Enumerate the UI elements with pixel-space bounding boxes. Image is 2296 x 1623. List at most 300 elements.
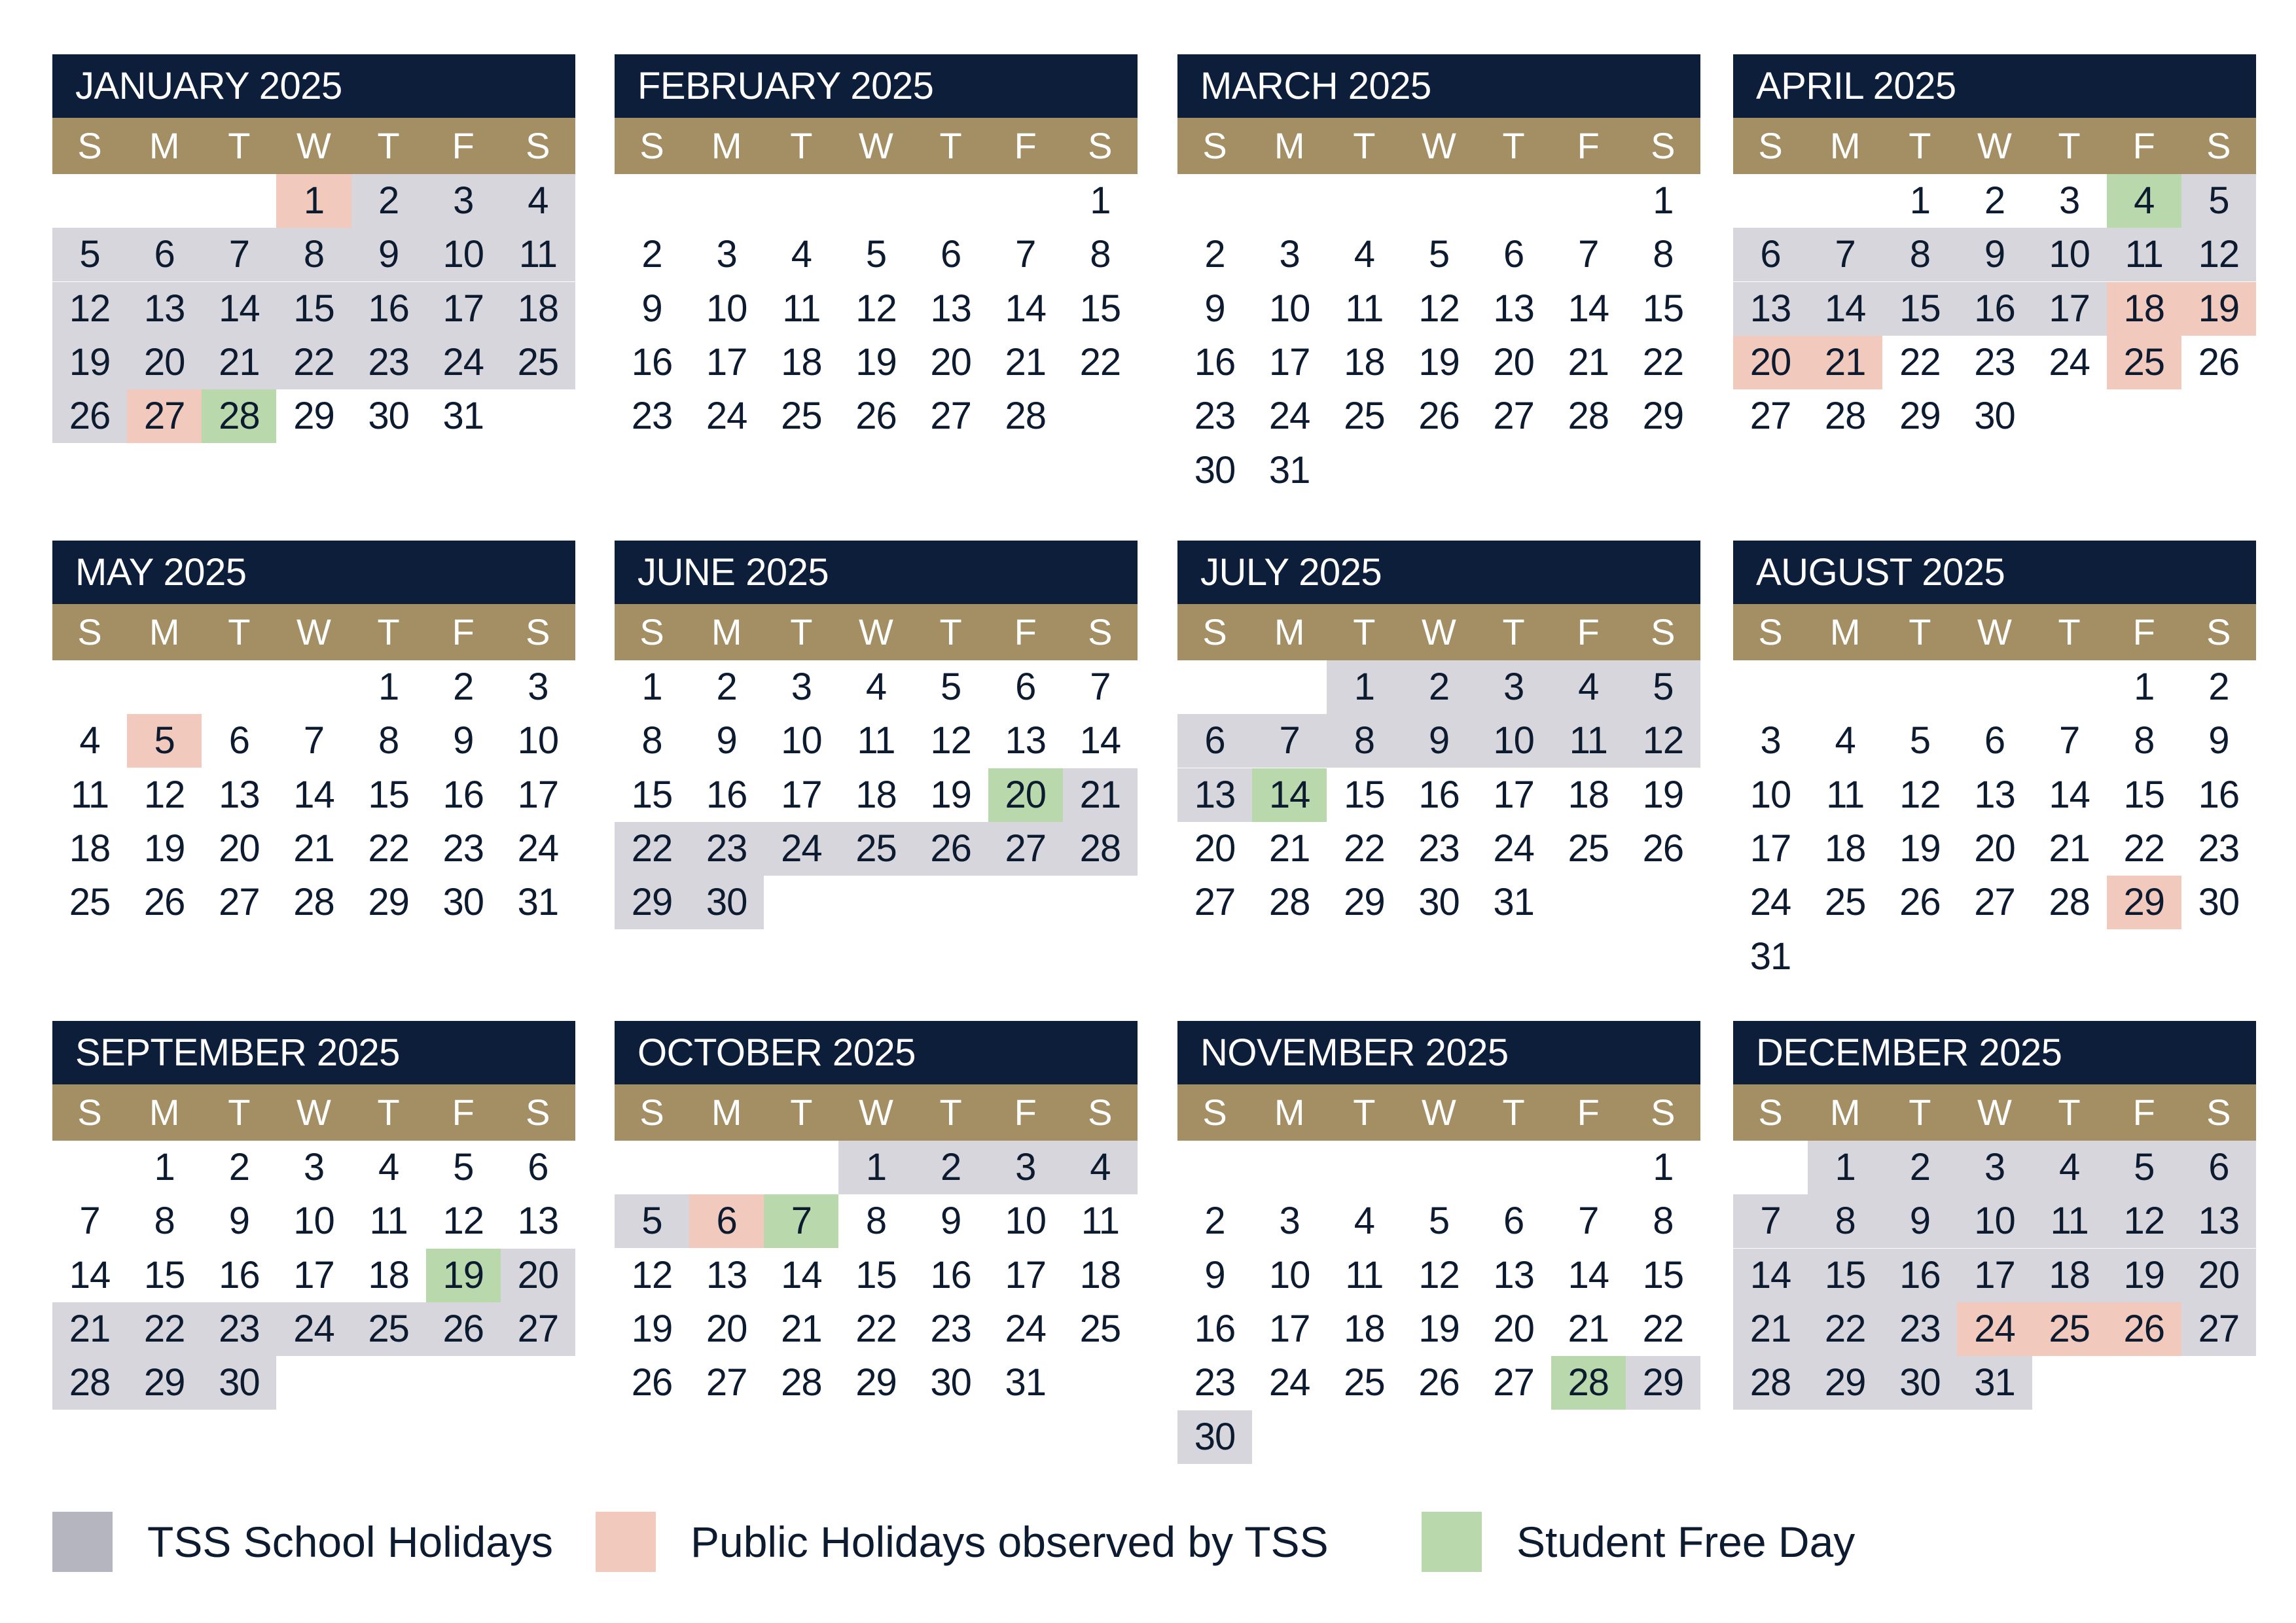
weekday-label: S bbox=[2206, 125, 2231, 166]
day-cell: 17 bbox=[1493, 773, 1534, 816]
month-title: SEPTEMBER 2025 bbox=[52, 1021, 575, 1084]
day-cell: 26 bbox=[1418, 1361, 1460, 1404]
day-cell: 25 bbox=[1344, 1361, 1385, 1404]
day-cell: 16 bbox=[1957, 282, 2032, 336]
day-cell: 27 bbox=[988, 822, 1063, 876]
day-cell: 18 bbox=[1344, 1307, 1385, 1350]
day-cell: 21 bbox=[52, 1302, 127, 1356]
day-cell: 27 bbox=[1493, 395, 1534, 438]
day-cell: 26 bbox=[2107, 1302, 2181, 1356]
day-cell: 7 bbox=[1090, 666, 1111, 708]
day-cell: 6 bbox=[1015, 666, 1036, 708]
day-cell: 6 bbox=[1503, 1200, 1524, 1243]
day-cell: 23 bbox=[1418, 827, 1460, 870]
day-cell: 23 bbox=[202, 1302, 276, 1356]
day-cell: 15 bbox=[143, 1253, 185, 1296]
day-cell: 14 bbox=[202, 282, 276, 336]
day-cell: 23 bbox=[631, 395, 673, 438]
day-cell: 24 bbox=[1957, 1302, 2032, 1356]
legend-label-student-free-day: Student Free Day bbox=[1516, 1518, 1856, 1566]
day-cell: 20 bbox=[1194, 827, 1236, 870]
day-cell: 27 bbox=[1974, 881, 2015, 924]
weekday-label: F bbox=[1577, 611, 1600, 652]
day-cell: 22 bbox=[2123, 827, 2164, 870]
day-cell: 5 bbox=[865, 233, 887, 276]
month-7 bbox=[1177, 541, 1700, 924]
day-cell: 16 bbox=[631, 340, 673, 383]
day-cell: 9 bbox=[1957, 228, 2032, 281]
weekday-label: S bbox=[639, 125, 664, 166]
day-cell: 5 bbox=[1428, 233, 1450, 276]
weekday-label: S bbox=[2206, 611, 2231, 652]
day-cell: 27 bbox=[501, 1302, 575, 1356]
day-cell: 12 bbox=[2181, 228, 2256, 281]
day-cell: 19 bbox=[1418, 340, 1460, 383]
day-cell: 26 bbox=[52, 389, 127, 443]
day-cell: 30 bbox=[368, 395, 409, 438]
month-1 bbox=[52, 54, 575, 438]
day-cell: 28 bbox=[52, 1356, 127, 1410]
day-cell: 3 bbox=[988, 1141, 1063, 1194]
day-cell: 21 bbox=[781, 1307, 822, 1350]
day-cell: 11 bbox=[1345, 287, 1384, 330]
day-cell: 1 bbox=[1909, 179, 1930, 222]
weekday-label: S bbox=[526, 1092, 550, 1133]
weekday-label: S bbox=[526, 125, 550, 166]
weekday-row bbox=[615, 1084, 1138, 1141]
day-cell: 20 bbox=[1733, 336, 1808, 389]
day-cell: 10 bbox=[2032, 228, 2107, 281]
day-cell: 9 bbox=[940, 1200, 961, 1243]
day-cell: 16 bbox=[706, 773, 747, 816]
day-cell: 15 bbox=[855, 1253, 897, 1296]
day-cell: 5 bbox=[52, 228, 127, 281]
weekday-label: S bbox=[1758, 1092, 1783, 1133]
day-cell: 7 bbox=[79, 1200, 100, 1243]
day-cell: 6 bbox=[1984, 719, 2005, 762]
day-cell: 9 bbox=[228, 1200, 249, 1243]
day-cell: 10 bbox=[1957, 1194, 2032, 1248]
day-cell: 24 bbox=[706, 395, 747, 438]
school-holidays-swatch bbox=[52, 1512, 113, 1572]
day-cell: 2 bbox=[1984, 179, 2005, 222]
day-cell: 24 bbox=[1268, 395, 1310, 438]
month-title: MARCH 2025 bbox=[1177, 54, 1700, 118]
weekday-label: F bbox=[1577, 125, 1600, 166]
day-cell: 24 bbox=[1749, 881, 1791, 924]
month-title: APRIL 2025 bbox=[1733, 54, 2256, 118]
day-cell: 22 bbox=[1642, 1307, 1684, 1350]
day-cell: 1 bbox=[1090, 179, 1111, 222]
weekday-label: W bbox=[1422, 611, 1456, 652]
day-cell: 18 bbox=[1824, 827, 1866, 870]
day-cell: 17 bbox=[1749, 827, 1791, 870]
weekday-label: F bbox=[1014, 125, 1037, 166]
weekday-label: S bbox=[526, 611, 550, 652]
day-cell: 30 bbox=[1418, 881, 1460, 924]
weekday-label: M bbox=[1274, 1092, 1305, 1133]
day-cell: 20 bbox=[127, 336, 202, 389]
day-cell: 29 bbox=[1344, 881, 1385, 924]
weekday-label: W bbox=[296, 1092, 331, 1133]
day-cell: 15 bbox=[1808, 1249, 1882, 1302]
weekday-label: T bbox=[1502, 1092, 1525, 1133]
day-cell: 28 bbox=[293, 881, 334, 924]
day-cell: 13 bbox=[517, 1200, 559, 1243]
day-cell: 21 bbox=[1808, 336, 1882, 389]
weekday-label: F bbox=[452, 611, 475, 652]
day-cell: 8 bbox=[641, 719, 662, 762]
weekday-label: F bbox=[2132, 1092, 2155, 1133]
day-cell: 28 bbox=[1268, 881, 1310, 924]
day-cell: 22 bbox=[1079, 340, 1121, 383]
day-cell: 26 bbox=[143, 881, 185, 924]
day-cell: 23 bbox=[1882, 1302, 1957, 1356]
day-cell: 16 bbox=[2198, 773, 2240, 816]
day-cell: 5 bbox=[1626, 660, 1700, 714]
day-cell: 6 bbox=[689, 1194, 764, 1248]
weekday-label: W bbox=[859, 1092, 893, 1133]
month-11 bbox=[1177, 1021, 1700, 1458]
day-cell: 13 bbox=[1493, 1253, 1534, 1296]
day-cell: 30 bbox=[2198, 881, 2240, 924]
day-cell: 14 bbox=[293, 773, 334, 816]
day-cell: 29 bbox=[127, 1356, 202, 1410]
day-cell: 29 bbox=[2107, 876, 2181, 929]
weekday-label: T bbox=[2058, 125, 2081, 166]
day-cell: 25 bbox=[501, 336, 575, 389]
day-cell: 30 bbox=[1194, 448, 1236, 491]
day-cell: 29 bbox=[1626, 1356, 1700, 1410]
day-cell: 18 bbox=[1344, 340, 1385, 383]
month-title: FEBRUARY 2025 bbox=[615, 54, 1138, 118]
day-cell: 28 bbox=[1824, 395, 1866, 438]
weekday-label: F bbox=[1014, 611, 1037, 652]
day-cell: 26 bbox=[855, 395, 897, 438]
day-cell: 1 bbox=[2134, 666, 2155, 708]
day-cell: 11 bbox=[1081, 1200, 1119, 1243]
day-cell: 8 bbox=[1653, 1200, 1674, 1243]
day-cell: 2 bbox=[716, 666, 737, 708]
day-cell: 6 bbox=[1503, 233, 1524, 276]
day-cell: 23 bbox=[1974, 340, 2015, 383]
day-cell: 16 bbox=[351, 282, 426, 336]
day-cell: 8 bbox=[1327, 714, 1401, 768]
day-cell: 20 bbox=[1974, 827, 2015, 870]
weekday-label: T bbox=[1502, 611, 1525, 652]
day-cell: 15 bbox=[1642, 1253, 1684, 1296]
weekday-label: S bbox=[1088, 1092, 1113, 1133]
day-cell: 26 bbox=[426, 1302, 501, 1356]
legend-label-school-holidays: TSS School Holidays bbox=[147, 1518, 553, 1566]
day-cell: 15 bbox=[276, 282, 351, 336]
day-cell: 9 bbox=[453, 719, 474, 762]
weekday-label: S bbox=[77, 1092, 102, 1133]
day-cell: 5 bbox=[940, 666, 961, 708]
day-cell: 10 bbox=[293, 1200, 334, 1243]
day-cell: 11 bbox=[2107, 228, 2181, 281]
day-cell: 31 bbox=[517, 881, 559, 924]
day-cell: 12 bbox=[143, 773, 185, 816]
day-cell: 10 bbox=[1005, 1200, 1046, 1243]
day-cell: 25 bbox=[1568, 827, 1609, 870]
day-cell: 26 bbox=[914, 822, 988, 876]
day-cell: 13 bbox=[2181, 1194, 2256, 1248]
weekday-label: M bbox=[149, 1092, 180, 1133]
day-cell: 19 bbox=[930, 773, 971, 816]
day-cell: 1 bbox=[1327, 660, 1401, 714]
day-cell: 9 bbox=[1401, 714, 1476, 768]
day-cell: 25 bbox=[1079, 1307, 1121, 1350]
legend-label-public-holidays: Public Holidays observed by TSS bbox=[691, 1518, 1329, 1566]
day-cell: 2 bbox=[453, 666, 474, 708]
day-cell: 18 bbox=[781, 340, 822, 383]
day-cell: 17 bbox=[1005, 1253, 1046, 1296]
day-cell: 23 bbox=[930, 1307, 971, 1350]
day-cell: 8 bbox=[1653, 233, 1674, 276]
day-cell: 19 bbox=[1642, 773, 1684, 816]
month-10 bbox=[615, 1021, 1138, 1404]
day-cell: 6 bbox=[528, 1146, 548, 1188]
day-cell: 12 bbox=[442, 1200, 484, 1243]
day-cell: 23 bbox=[1194, 1361, 1236, 1404]
day-cell: 25 bbox=[781, 395, 822, 438]
day-cell: 19 bbox=[2181, 282, 2256, 336]
day-cell: 2 bbox=[351, 174, 426, 228]
day-cell: 11 bbox=[369, 1200, 408, 1243]
day-cell: 3 bbox=[1957, 1141, 2032, 1194]
day-cell: 5 bbox=[127, 714, 202, 768]
day-cell: 10 bbox=[1477, 714, 1551, 768]
weekday-row bbox=[615, 118, 1138, 174]
day-cell: 21 bbox=[1268, 827, 1310, 870]
day-cell: 14 bbox=[781, 1253, 822, 1296]
day-cell: 13 bbox=[1974, 773, 2015, 816]
day-cell: 28 bbox=[1063, 822, 1138, 876]
weekday-row bbox=[1733, 1084, 2256, 1141]
weekday-label: M bbox=[1829, 125, 1861, 166]
day-cell: 4 bbox=[1551, 660, 1626, 714]
day-cell: 6 bbox=[228, 719, 249, 762]
day-cell: 17 bbox=[1268, 340, 1310, 383]
day-cell: 28 bbox=[2049, 881, 2090, 924]
weekday-label: W bbox=[1977, 125, 2012, 166]
day-cell: 17 bbox=[706, 340, 747, 383]
day-cell: 29 bbox=[615, 876, 689, 929]
day-cell: 11 bbox=[857, 719, 895, 762]
day-cell: 17 bbox=[1957, 1249, 2032, 1302]
day-cell: 2 bbox=[1882, 1141, 1957, 1194]
day-cell: 14 bbox=[1079, 719, 1121, 762]
day-cell: 1 bbox=[1808, 1141, 1882, 1194]
day-cell: 2 bbox=[2208, 666, 2229, 708]
day-cell: 11 bbox=[782, 287, 821, 330]
day-cell: 8 bbox=[1808, 1194, 1882, 1248]
month-title: JANUARY 2025 bbox=[52, 54, 575, 118]
day-cell: 12 bbox=[1626, 714, 1700, 768]
day-cell: 22 bbox=[1899, 340, 1941, 383]
day-cell: 14 bbox=[2049, 773, 2090, 816]
day-cell: 4 bbox=[791, 233, 812, 276]
month-title: DECEMBER 2025 bbox=[1733, 1021, 2256, 1084]
day-cell: 7 bbox=[1808, 228, 1882, 281]
weekday-label: F bbox=[2132, 125, 2155, 166]
weekday-label: S bbox=[1651, 611, 1676, 652]
day-cell: 31 bbox=[1268, 448, 1310, 491]
day-cell: 9 bbox=[351, 228, 426, 281]
weekday-label: T bbox=[228, 125, 251, 166]
day-cell: 13 bbox=[1493, 287, 1534, 330]
day-cell: 11 bbox=[1345, 1253, 1384, 1296]
day-cell: 3 bbox=[716, 233, 737, 276]
day-cell: 18 bbox=[368, 1253, 409, 1296]
day-cell: 16 bbox=[1194, 340, 1236, 383]
day-cell: 8 bbox=[154, 1200, 175, 1243]
day-cell: 20 bbox=[2181, 1249, 2256, 1302]
weekday-label: T bbox=[1502, 125, 1525, 166]
weekday-label: W bbox=[1977, 1092, 2012, 1133]
day-cell: 17 bbox=[1268, 1307, 1310, 1350]
day-cell: 17 bbox=[293, 1253, 334, 1296]
day-cell: 15 bbox=[2123, 773, 2164, 816]
day-cell: 24 bbox=[1493, 827, 1534, 870]
day-cell: 13 bbox=[706, 1253, 747, 1296]
day-cell: 30 bbox=[1882, 1356, 1957, 1410]
day-cell: 17 bbox=[781, 773, 822, 816]
day-cell: 12 bbox=[855, 287, 897, 330]
day-cell: 3 bbox=[2058, 179, 2080, 222]
day-cell: 4 bbox=[1354, 1200, 1374, 1243]
day-cell: 31 bbox=[1749, 935, 1791, 978]
weekday-row bbox=[615, 604, 1138, 660]
day-cell: 20 bbox=[1493, 340, 1534, 383]
day-cell: 13 bbox=[1733, 282, 1808, 336]
day-cell: 25 bbox=[69, 881, 111, 924]
weekday-label: S bbox=[1202, 611, 1227, 652]
day-cell: 4 bbox=[1063, 1141, 1138, 1194]
month-9 bbox=[52, 1021, 575, 1404]
day-cell: 21 bbox=[202, 336, 276, 389]
weekday-row bbox=[1177, 118, 1700, 174]
day-cell: 16 bbox=[442, 773, 484, 816]
weekday-label: M bbox=[711, 1092, 742, 1133]
weekday-label: M bbox=[1829, 611, 1861, 652]
day-cell: 24 bbox=[276, 1302, 351, 1356]
day-cell: 27 bbox=[127, 389, 202, 443]
day-cell: 7 bbox=[303, 719, 325, 762]
day-cell: 14 bbox=[1808, 282, 1882, 336]
day-cell: 23 bbox=[1194, 395, 1236, 438]
day-cell: 26 bbox=[1418, 395, 1460, 438]
weekday-label: M bbox=[1274, 611, 1305, 652]
month-4 bbox=[1733, 54, 2256, 438]
day-cell: 4 bbox=[1354, 233, 1374, 276]
weekday-row bbox=[52, 118, 575, 174]
day-cell: 30 bbox=[1177, 1410, 1252, 1464]
day-cell: 22 bbox=[1344, 827, 1385, 870]
day-cell: 14 bbox=[1568, 1253, 1609, 1296]
day-cell: 16 bbox=[930, 1253, 971, 1296]
day-cell: 9 bbox=[1882, 1194, 1957, 1248]
day-cell: 3 bbox=[1279, 1200, 1300, 1243]
day-cell: 20 bbox=[501, 1249, 575, 1302]
day-cell: 2 bbox=[1401, 660, 1476, 714]
weekday-label: T bbox=[939, 1092, 962, 1133]
weekday-label: T bbox=[1353, 1092, 1376, 1133]
day-cell: 9 bbox=[716, 719, 737, 762]
day-cell: 1 bbox=[641, 666, 662, 708]
day-cell: 31 bbox=[1005, 1361, 1046, 1404]
day-cell: 21 bbox=[2049, 827, 2090, 870]
day-cell: 6 bbox=[940, 233, 961, 276]
weekday-label: W bbox=[859, 125, 893, 166]
day-cell: 19 bbox=[1899, 827, 1941, 870]
day-cell: 13 bbox=[127, 282, 202, 336]
day-cell: 20 bbox=[219, 827, 260, 870]
weekday-label: W bbox=[1422, 125, 1456, 166]
student-free-day-swatch bbox=[1422, 1512, 1482, 1572]
day-cell: 4 bbox=[79, 719, 100, 762]
weekday-row bbox=[1177, 604, 1700, 660]
month-title: MAY 2025 bbox=[52, 541, 575, 604]
day-cell: 14 bbox=[1252, 768, 1327, 822]
weekday-label: W bbox=[1422, 1092, 1456, 1133]
day-cell: 22 bbox=[276, 336, 351, 389]
day-cell: 8 bbox=[276, 228, 351, 281]
month-title: JULY 2025 bbox=[1177, 541, 1700, 604]
day-cell: 7 bbox=[2058, 719, 2080, 762]
day-cell: 31 bbox=[1493, 881, 1534, 924]
day-cell: 18 bbox=[855, 773, 897, 816]
day-cell: 18 bbox=[1568, 773, 1609, 816]
day-cell: 3 bbox=[1760, 719, 1781, 762]
day-cell: 2 bbox=[641, 233, 662, 276]
month-title: JUNE 2025 bbox=[615, 541, 1138, 604]
day-cell: 5 bbox=[1909, 719, 1930, 762]
weekday-label: T bbox=[1909, 125, 1931, 166]
day-cell: 5 bbox=[2107, 1141, 2181, 1194]
weekday-label: T bbox=[377, 611, 400, 652]
day-cell: 12 bbox=[1418, 1253, 1460, 1296]
day-cell: 20 bbox=[706, 1307, 747, 1350]
day-cell: 6 bbox=[127, 228, 202, 281]
day-cell: 20 bbox=[1493, 1307, 1534, 1350]
day-cell: 28 bbox=[1568, 395, 1609, 438]
day-cell: 9 bbox=[2208, 719, 2229, 762]
weekday-label: W bbox=[1977, 611, 2012, 652]
day-cell: 15 bbox=[368, 773, 409, 816]
day-cell: 5 bbox=[615, 1194, 689, 1248]
day-cell: 2 bbox=[914, 1141, 988, 1194]
day-cell: 16 bbox=[1194, 1307, 1236, 1350]
day-cell: 24 bbox=[1268, 1361, 1310, 1404]
day-cell: 5 bbox=[1428, 1200, 1450, 1243]
day-cell: 19 bbox=[2107, 1249, 2181, 1302]
weekday-label: S bbox=[1088, 611, 1113, 652]
day-cell: 15 bbox=[1079, 287, 1121, 330]
weekday-label: T bbox=[790, 611, 813, 652]
weekday-row bbox=[52, 1084, 575, 1141]
day-cell: 21 bbox=[1005, 340, 1046, 383]
day-cell: 15 bbox=[631, 773, 673, 816]
weekday-label: M bbox=[1829, 1092, 1861, 1133]
month-5 bbox=[52, 541, 575, 924]
day-cell: 10 bbox=[1749, 773, 1791, 816]
weekday-label: T bbox=[939, 611, 962, 652]
day-cell: 29 bbox=[855, 1361, 897, 1404]
month-title: OCTOBER 2025 bbox=[615, 1021, 1138, 1084]
weekday-label: T bbox=[377, 1092, 400, 1133]
